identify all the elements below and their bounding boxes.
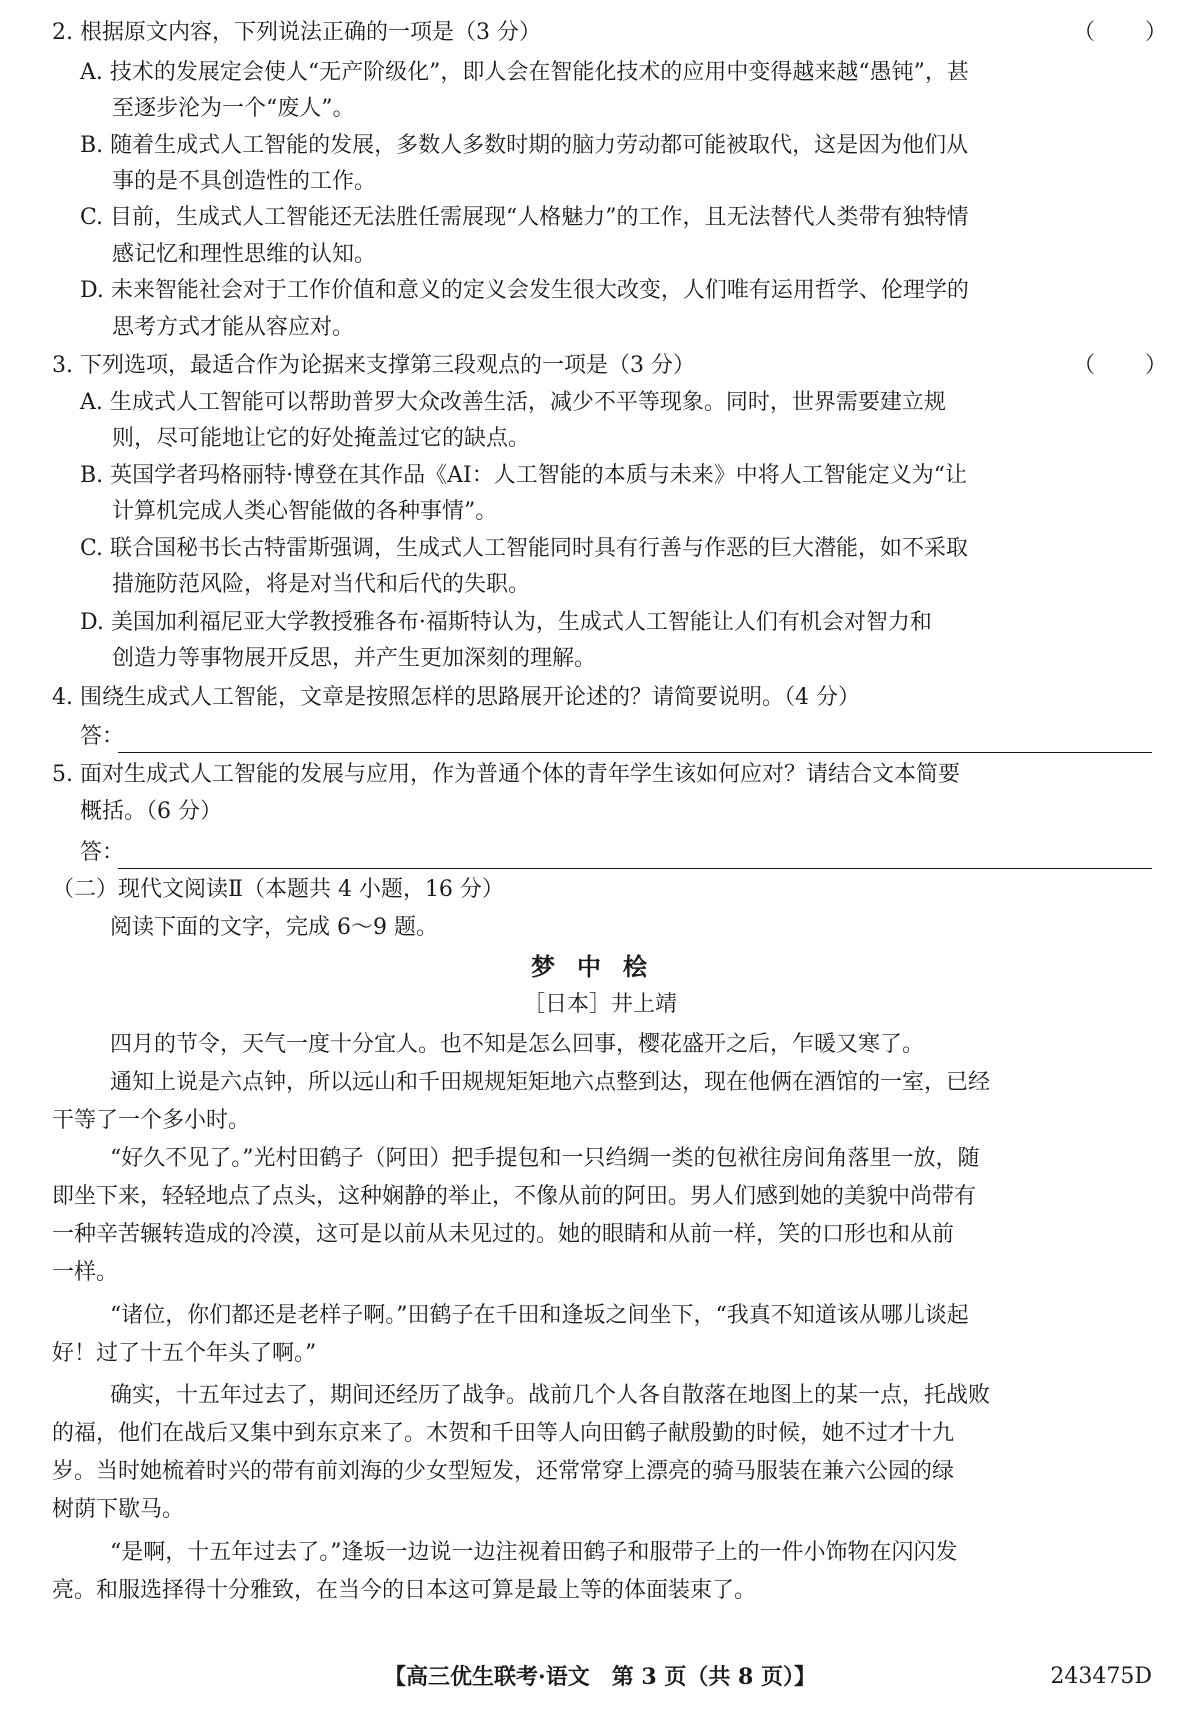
story-line: 岁。当时她梳着时兴的带有前刘海的少女型短发，还常常穿上漂亮的骑马服装在兼六公园的绿 bbox=[52, 1459, 955, 1484]
question-3-option-d-cont: 创造力等事物展开反思，并产生更加深刻的理解。 bbox=[112, 646, 597, 671]
question-2-stem: 2. 根据原文内容，下列说法正确的一项是（3 分） bbox=[52, 20, 541, 45]
story-line: 树荫下歇马。 bbox=[52, 1497, 185, 1522]
story-line: 干等了一个多小时。 bbox=[52, 1108, 251, 1133]
story-line: 四月的节令，天气一度十分宜人。也不知是怎么回事，樱花盛开之后，乍暖又寒了。 bbox=[110, 1032, 925, 1057]
paper-code: 243475D bbox=[1050, 1664, 1152, 1689]
question-2-option-d-cont: 思考方式才能从容应对。 bbox=[112, 315, 355, 340]
question-5-answer-line[interactable] bbox=[118, 868, 1152, 869]
story-line: 通知上说是六点钟，所以远山和千田规规矩矩地六点整到达，现在他俩在酒馆的一室，已经 bbox=[110, 1070, 991, 1095]
question-3-answer-bracket: （ ） bbox=[1073, 353, 1170, 378]
story-line: 确实，十五年过去了，期间还经历了战争。战前几个人各自散落在地图上的某一点，托战败 bbox=[110, 1383, 991, 1408]
question-3-option-b: B. 英国学者玛格丽特·博登在其作品《AI：人工智能的本质与未来》中将人工智能定义为“让 bbox=[80, 463, 967, 488]
question-2-option-c-cont: 感记忆和理性思维的认知。 bbox=[112, 242, 377, 267]
story-line: 一种辛苦辗转造成的冷漠，这可是以前从未见过的。她的眼睛和从前一样，笑的口形也和从前 bbox=[52, 1222, 955, 1247]
question-4-answer-line[interactable] bbox=[118, 752, 1152, 753]
section-heading: （二）现代文阅读Ⅱ（本题共 4 小题，16 分） bbox=[52, 877, 504, 902]
question-2-option-c: C. 目前，生成式人工智能还无法胜任需展现“人格魅力”的工作，且无法替代人类带有独特情 bbox=[80, 205, 969, 230]
story-line: 亮。和服选择得十分雅致，在当今的日本这可算是最上等的体面装束了。 bbox=[52, 1578, 757, 1603]
question-5-answer-label: 答： bbox=[80, 840, 125, 865]
question-2-option-b-cont: 事的是不具创造性的工作。 bbox=[112, 169, 377, 194]
story-author: ［日本］井上靖 bbox=[522, 992, 677, 1017]
question-5-stem: 5. 面对生成式人工智能的发展与应用，作为普通个体的青年学生该如何应对？请结合文本简要 bbox=[52, 762, 960, 787]
question-3-option-c-cont: 措施防范风险，将是对当代和后代的失职。 bbox=[112, 572, 531, 597]
page-footer: 【高三优生联考·语文 第 3 页（共 8 页）】 bbox=[384, 1664, 816, 1690]
question-3-option-d: D. 美国加利福尼亚大学教授雅各布·福斯特认为，生成式人工智能让人们有机会对智力和 bbox=[80, 610, 932, 635]
question-2-option-a-cont: 至逐步沦为一个“废人”。 bbox=[112, 96, 355, 121]
question-4-answer-label: 答： bbox=[80, 724, 125, 749]
question-3-option-b-cont: 计算机完成人类心智能做的各种事情”。 bbox=[112, 499, 498, 524]
question-3-stem: 3. 下列选项，最适合作为论据来支撑第三段观点的一项是（3 分） bbox=[52, 353, 695, 378]
story-title: 梦中桧 bbox=[531, 952, 669, 981]
story-line: 即坐下来，轻轻地点了点头，这种娴静的举止，不像从前的阿田。男人们感到她的美貌中尚带有 bbox=[52, 1184, 977, 1209]
question-3-option-a: A. 生成式人工智能可以帮助普罗大众改善生活，减少不平等现象。同时，世界需要建立规 bbox=[80, 390, 946, 415]
story-line: 一样。 bbox=[52, 1260, 119, 1285]
story-line: “是啊，十五年过去了。”逢坂一边说一边注视着田鹤子和服带子上的一件小饰物在闪闪发 bbox=[110, 1540, 958, 1565]
section-instruction: 阅读下面的文字，完成 6～9 题。 bbox=[110, 915, 438, 940]
question-2-option-a: A. 技术的发展定会使人“无产阶级化”，即人会在智能化技术的应用中变得越来越“愚钝”，甚 bbox=[80, 60, 969, 85]
story-line: “好久不见了。”光村田鹤子（阿田）把手提包和一只绉绸一类的包袱往房间角落里一放，随 bbox=[110, 1146, 980, 1171]
question-3-option-c: C. 联合国秘书长古特雷斯强调，生成式人工智能同时具有行善与作恶的巨大潜能，如不采取 bbox=[80, 536, 969, 561]
question-2-answer-bracket: （ ） bbox=[1073, 20, 1170, 45]
story-line: 好！过了十五个年头了啊。” bbox=[52, 1341, 317, 1366]
question-3-option-a-cont: 则，尽可能地让它的好处掩盖过它的缺点。 bbox=[112, 426, 531, 451]
story-line: “诸位，你们都还是老样子啊。”田鹤子在千田和逢坂之间坐下，“我真不知道该从哪儿谈起 bbox=[110, 1303, 969, 1328]
question-2-option-d: D. 未来智能社会对于工作价值和意义的定义会发生很大改变，人们唯有运用哲学、伦理学的 bbox=[80, 278, 969, 303]
question-5-stem-cont: 概括。（6 分） bbox=[80, 799, 222, 824]
question-2-option-b: B. 随着生成式人工智能的发展，多数人多数时期的脑力劳动都可能被取代，这是因为他们从 bbox=[80, 133, 969, 158]
story-line: 的福，他们在战后又集中到东京来了。木贺和千田等人向田鹤子献殷勤的时候，她不过才十九 bbox=[52, 1421, 955, 1446]
question-4-stem: 4. 围绕生成式人工智能，文章是按照怎样的思路展开论述的？请简要说明。（4 分） bbox=[52, 685, 860, 710]
